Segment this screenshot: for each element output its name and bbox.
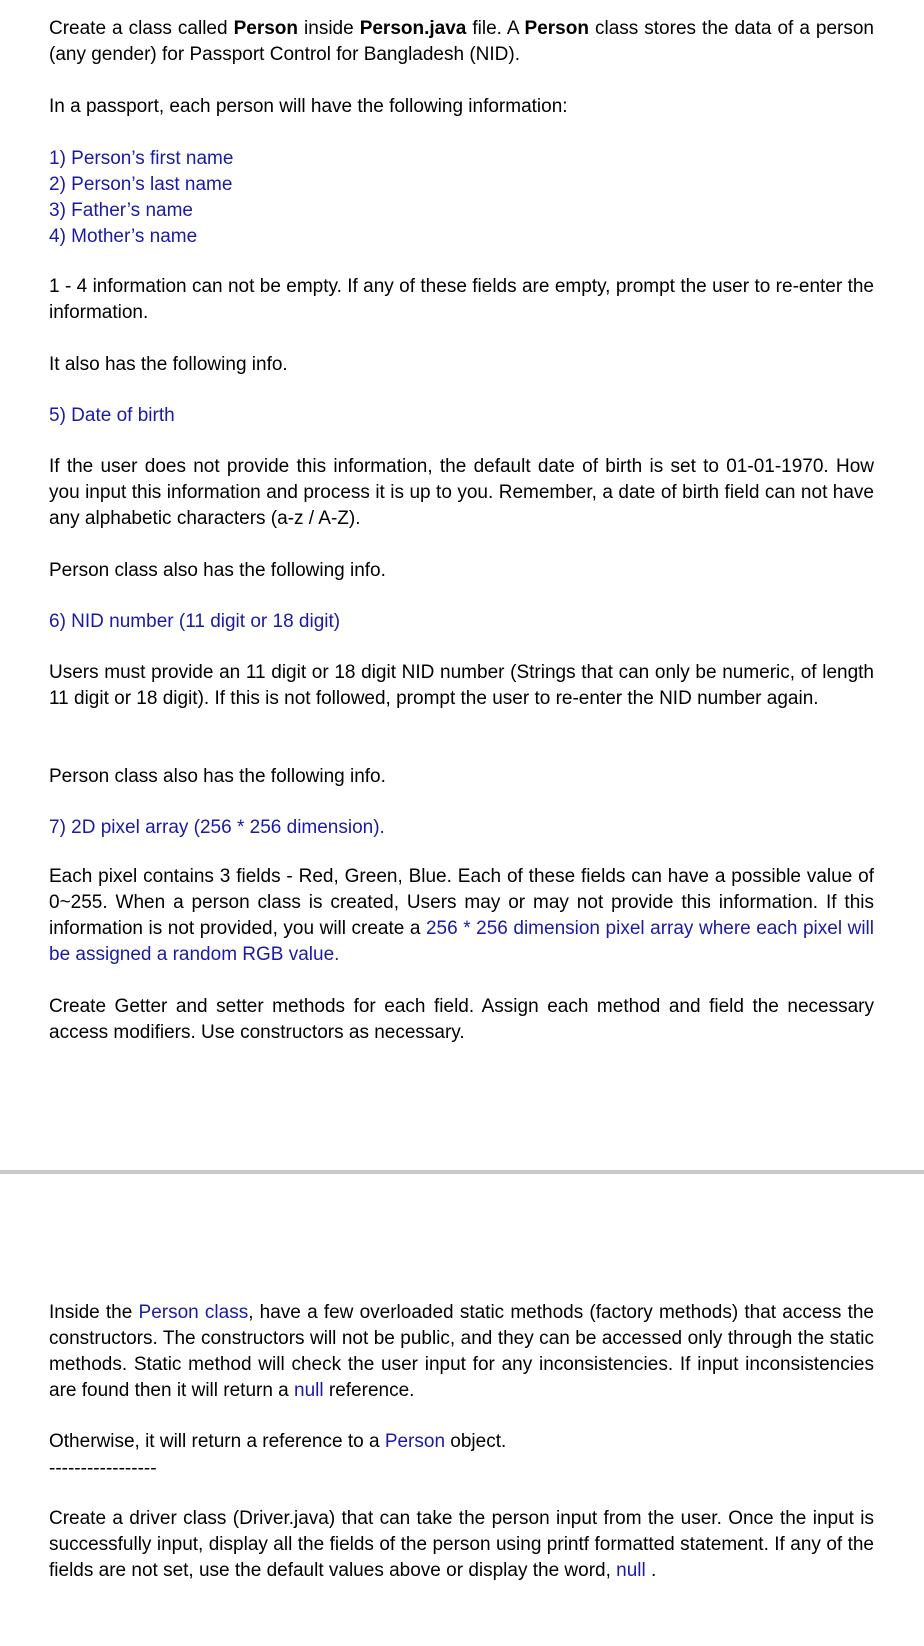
dash-separator: -----------------	[49, 1458, 157, 1479]
factory-text-1: Inside the	[49, 1302, 139, 1323]
intro-text-2: inside	[298, 18, 360, 39]
intro-bold-person: Person	[233, 18, 299, 39]
factory-paragraph	[49, 1300, 874, 1404]
driver-text-1: Create a driver class (Driver.java) that can take the person input from the user. Once the input is successfully input, display all the fields of the person using printf formatted statement. If any of the fields are not set, use the default values above or display the word,	[49, 1508, 874, 1581]
intro-paragraph	[49, 16, 874, 68]
factory-text-3: reference.	[323, 1380, 415, 1401]
pixel-rule-text: Each pixel contains 3 fields - Red, Green, Blue. Each of these fields can have a possible value of 0~255. When a person class is created, Users may or may not provide this information. If this information is not provided, you will create a	[49, 866, 874, 939]
page-divider	[0, 1170, 924, 1174]
intro-bold-person-2: Person	[524, 18, 589, 39]
factory-highlight-person-class: Person class	[138, 1302, 249, 1323]
passport-intro: In a passport, each person will have the following information:	[49, 96, 568, 117]
otherwise-paragraph	[49, 1429, 874, 1455]
intro-bold-file: Person.java	[359, 18, 467, 39]
dob-rule-paragraph: If the user does not provide this information, the default date of birth is set to 01-01-1970. How you input this information and process it is up to you. Remember, a date of birth field can not have any alphabetic characters (a-z / A-Z).	[49, 456, 874, 529]
name-fields-list	[49, 146, 874, 250]
driver-highlight-null: null	[616, 1560, 646, 1581]
also-has-text-1: It also has the following info.	[49, 354, 288, 375]
also-has-text-3: Person class also has the following info.	[49, 766, 386, 787]
pixel-rule-paragraph	[49, 864, 874, 968]
otherwise-text-1: Otherwise, it will return a reference to a	[49, 1431, 385, 1452]
getters-paragraph: Create Getter and setter methods for each field. Assign each method and field the necessary access modifiers. Use constructors as necessary.	[49, 996, 874, 1043]
otherwise-highlight-person: Person	[384, 1431, 446, 1452]
nid-rule-paragraph: Users must provide an 11 digit or 18 digit NID number (Strings that can only be numeric, of length 11 digit or 18 digit). If this is not followed, prompt the user to re-enter the NID number again.	[49, 662, 874, 709]
factory-text-2: , have a few overloaded static methods (factory methods) that access the constructors. The constructors will not be public, and they can be accessed only through the static methods. Static method will check the user input for any inconsistencies. If input inconsistencies are found then it will return a	[49, 1302, 874, 1401]
list-item-first-name: 1) Person’s first name	[49, 148, 234, 169]
list-item-last-name: 2) Person’s last name	[49, 174, 233, 195]
list-item-father-name: 3) Father’s name	[49, 200, 193, 221]
list-item-mother-name: 4) Mother’s name	[49, 226, 198, 247]
pixel-rule-highlight: 256 * 256 dimension pixel array where each pixel will be assigned a random RGB value.	[49, 918, 874, 965]
nid-field-label: 6) NID number (11 digit or 18 digit)	[49, 611, 341, 632]
also-has-text-2: Person class also has the following info.	[49, 560, 386, 581]
empty-rule-paragraph: 1 - 4 information can not be empty. If any of these fields are empty, prompt the user to re-enter the information.	[49, 276, 874, 323]
intro-text-1: Create a class called	[49, 18, 234, 39]
factory-highlight-null: null	[294, 1380, 324, 1401]
dob-field-label: 5) Date of birth	[49, 405, 175, 426]
driver-paragraph	[49, 1506, 874, 1584]
otherwise-text-2: object.	[445, 1431, 507, 1452]
intro-text-4: class stores the data of a person (any gender) for Passport Control for Bangladesh (NID).	[49, 18, 874, 65]
pixel-field-label: 7) 2D pixel array (256 * 256 dimension).	[49, 817, 385, 838]
driver-text-2: .	[645, 1560, 657, 1581]
intro-text-3: file. A	[466, 18, 525, 39]
